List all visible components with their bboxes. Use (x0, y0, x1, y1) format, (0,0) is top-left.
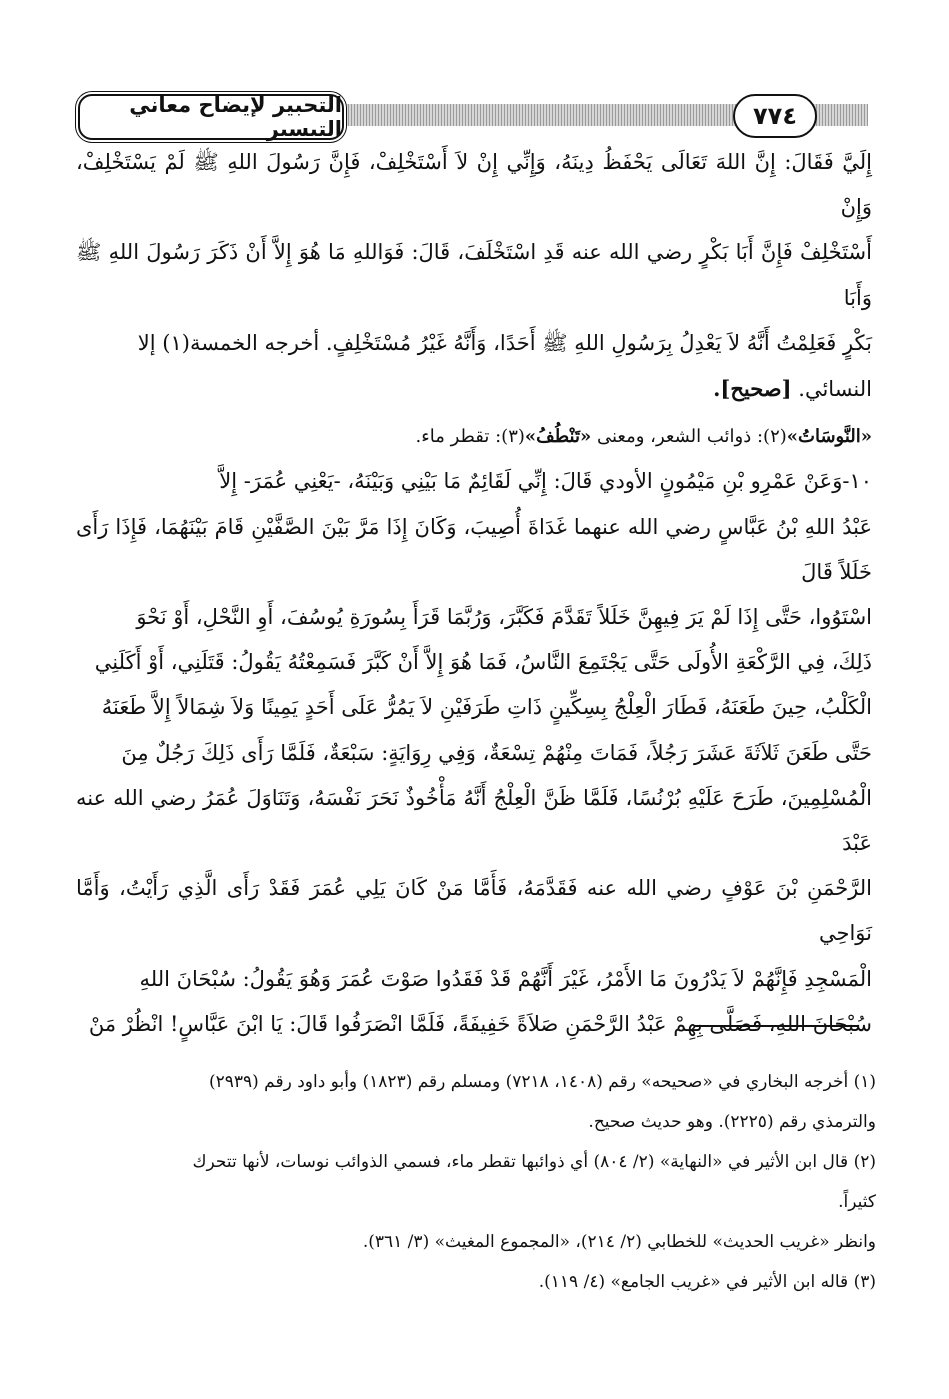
footnote-line: وانظر «غريب الحديث» للخطابي (٢/ ٢١٤)، «المجموع المغيث» (٣/ ٣٦١). (362, 1232, 876, 1252)
book-title: التحبير لإيضاح معاني التيسير (78, 94, 344, 140)
text-line: عَبْدُ اللهِ بْنُ عَبَّاسٍ رضي الله عنهما غَدَاةَ أُصِيبَ، وَكَانَ إِذَا مَرَّ بَيْنَ الصَّفَّيْنِ قَامَ بَيْنَهُمَا، فَإِذَا رَأَى خَلَلاً قَالَ (76, 514, 872, 584)
running-header (78, 92, 868, 144)
text-line: ١٠-وَعَنْ عَمْرِو بْنِ مَيْمُونٍ الأودي قَالَ: إِنِّي لَقَائِمٌ مَا بَيْنِي وَبَيْنَهُ، -يَعْنِي عُمَرَ- إِلاَّ (219, 469, 872, 494)
main-text (76, 140, 872, 1047)
footnote-line: كثيراً. (838, 1192, 876, 1212)
text-line: بَكْرٍ فَعَلِمْتُ أَنَّهُ لاَ يَعْدِلُ بِرَسُولِ اللهِ ﷺ أَحَدًا، وَأَنَّهُ غَيْرُ مُسْتَخْلِفٍ. أخرجه الخمسة(١) إلا (137, 330, 872, 355)
footnote-ref: (٢) (763, 426, 787, 448)
text-line: إِلَيَّ فَقَالَ: إِنَّ اللهَ تَعَالَى يَحْفَظُ دِينَهُ، وَإِنِّي إِنْ لاَ أَسْتَخْلِفْ، فَإِنَّ رَسُولَ اللهِ ﷺ لَمْ يَسْتَخْلِفْ، وَإِنْ (76, 150, 872, 220)
hadith-grade: [صحيح]. (713, 376, 792, 402)
gloss-term: «تَنْطُفُ» (524, 426, 592, 448)
gloss-term: «النَّوسَاتُ» (786, 426, 872, 448)
footnote-line: (٢) قال ابن الأثير في «النهاية» (٢/ ٨٠٤) أي ذوائبها تقطر ماء، فسمي الذوائب نوسات، لأنها تتحرك (192, 1152, 876, 1172)
text-line (76, 366, 872, 412)
text-line: الْمُسْلِمِينَ، طَرَحَ عَلَيْهِ بُرْنُسًا، فَلَمَّا ظَنَّ الْعِلْجُ أَنَّهُ مَأْخُوذٌ نَحَرَ نَفْسَهُ، وَتَنَاوَلَ عُمَرُ رضي الله عنه عَبْدَ (76, 785, 872, 856)
page-number: ٧٧٤ (733, 94, 817, 138)
footnote-line: والترمذي رقم (٢٢٢٥). وهو حديث صحيح. (588, 1112, 876, 1132)
text-line: سُبْحَانَ اللهِ، فَصَلَّى بِهِمْ عَبْدُ الرَّحْمَنِ صَلاَةً خَفِيفَةً، فَلَمَّا انْصَرَفُوا قَالَ: يَا ابْنَ عَبَّاسٍ! انْظُرْ مَنْ (88, 1011, 872, 1036)
text-line: الْمَسْجِدِ فَإِنَّهُمْ لاَ يَدْرُونَ مَا الأَمْرُ، غَيْرَ أَنَّهُمْ قَدْ فَقَدُوا صَوْتَ عُمَرَ وَهُوَ يَقُولُ: سُبْحَانَ اللهِ (139, 966, 872, 991)
gloss-line (76, 414, 872, 459)
footnote-line: (١) أخرجه البخاري في «صحيحه» رقم (١٤٠٨، ٧٢١٨) ومسلم رقم (١٨٢٣) وأبو داود رقم (٢٩٣٩) (208, 1072, 876, 1092)
gloss-text: : ذوائب الشعر، ومعنى (596, 426, 764, 448)
text-line: الْكَلْبُ، حِينَ طَعَنَهُ، فَطَارَ الْعِلْجُ بِسِكِّينٍ ذَاتِ طَرَفَيْنِ لاَ يَمُرُّ عَلَى أَحَدٍ يَمِينًا وَلاَ شِمَالاً إِلاَّ طَعَنَهُ (101, 695, 872, 720)
text-line: اسْتَوُوا، حَتَّى إِذَا لَمْ يَرَ فِيهِنَّ خَلَلاً تَقَدَّمَ فَكَبَّرَ، وَرُبَّمَا قَرَأَ بِسُورَةِ يُوسُفَ، أَوِ النَّحْلِ، أَوْ نَحْوَ (136, 605, 872, 630)
footnote-line: (٣) قاله ابن الأثير في «غريب الجامع» (٤/ ١١٩). (538, 1272, 876, 1292)
text-line: الرَّحْمَنِ بْنَ عَوْفٍ رضي الله عنه فَقَدَّمَهُ، فَأَمَّا مَنْ كَانَ يَلِي عُمَرَ فَقَدْ رَأَى الَّذِي رَأَيْتُ، وَأَمَّا نَوَاحِي (76, 876, 872, 946)
text-line: ذَلِكَ، فِي الرَّكْعَةِ الأُولَى حَتَّى يَجْتَمِعَ النَّاسُ، فَمَا هُوَ إِلاَّ أَنْ كَبَّرَ فَسَمِعْتُهُ يَقُولُ: قَتَلَنِي، أَوْ أَكَلَنِي (94, 650, 872, 675)
footnotes (76, 1062, 876, 1302)
footnote-divider (694, 1025, 858, 1027)
text-line-part: النسائي. (798, 377, 872, 402)
footnote-ref: (٣) (501, 426, 525, 448)
text-line: حَتَّى طَعَنَ ثَلاَثَةَ عَشَرَ رَجُلاً، فَمَاتَ مِنْهُمْ تِسْعَةٌ، وَفِي رِوَايَةٍ: سَبْعَةٌ، فَلَمَّا رَأَى ذَلِكَ رَجُلٌ مِنَ (121, 740, 872, 765)
gloss-text: : تقطر ماء. (415, 426, 502, 448)
text-line: أَسْتَخْلِفْ فَإِنَّ أَبَا بَكْرٍ رضي الله عنه قَدِ اسْتَخْلَفَ، قَالَ: فَوَاللهِ مَا هُوَ إِلاَّ أَنْ ذَكَرَ رَسُولَ اللهِ ﷺ وَأَبَا (76, 240, 872, 310)
